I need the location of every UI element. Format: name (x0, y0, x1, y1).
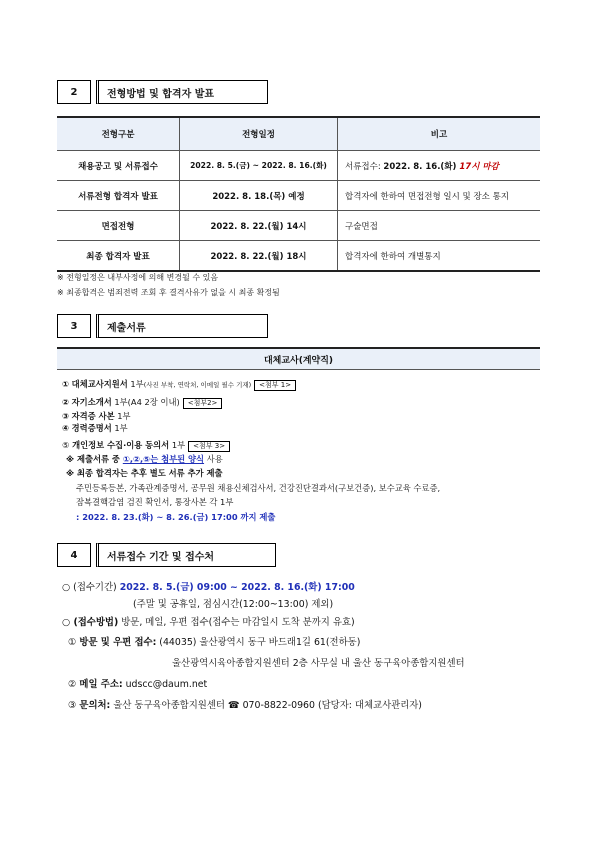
section-title: 서류접수 기간 및 접수처 (96, 543, 276, 567)
section-number: 3 (57, 314, 91, 338)
row-note: 합격자에 한하여 개별통지 (338, 241, 541, 272)
submission-period: ○ (접수기간) 2022. 8. 5.(금) 09:00 ~ 2022. 8. 16.(화) 17:00 (62, 582, 355, 593)
row-date: 2022. 8. 18.(목) 예정 (180, 181, 338, 211)
list-item: ④ 경력증명서 1부 (62, 423, 128, 433)
list-item: ① 대체교사지원서 1부(사진 부착, 연락처, 이메일 필수 기재) <첨부 1> (62, 378, 296, 391)
row-note: 서류접수: 2022. 8. 16.(화) 17시 마감 (338, 151, 541, 181)
column-header: 전형일정 (180, 117, 338, 151)
additional-docs-list: 잠복결핵감염 검진 확인서, 통장사본 각 1부 (76, 497, 234, 507)
section-number: 4 (57, 543, 91, 567)
row-date: 2022. 8. 22.(월) 18시 (180, 241, 338, 272)
submission-deadline: : 2022. 8. 23.(화) ~ 8. 26.(금) 17:00 까지 제출 (76, 512, 276, 522)
row-type: 채용공고 및 서류접수 (57, 151, 180, 181)
attachment-tag: <첨부2> (183, 398, 223, 409)
position-bar: 대체교사(계약직) (57, 347, 540, 370)
schedule-table (57, 116, 540, 272)
section-number: 2 (57, 80, 91, 104)
column-header: 전형구분 (57, 117, 180, 151)
table-row (57, 241, 540, 272)
row-type: 면접전형 (57, 211, 180, 241)
section-2-header (57, 80, 268, 104)
row-date: 2022. 8. 5.(금) ~ 2022. 8. 16.(화) (180, 151, 338, 181)
additional-docs-note: ※ 최종 합격자는 추후 별도 서류 추가 제출 (66, 468, 223, 478)
visit-address-detail: 울산광역시육아종합지원센터 2층 사무실 내 울산 동구육아종합지원센터 (172, 658, 465, 669)
row-type: 최종 합격자 발표 (57, 241, 180, 272)
table-row (57, 151, 540, 181)
table-row (57, 211, 540, 241)
section-4-header (57, 543, 276, 567)
list-item: ② 자기소개서 1부(A4 2장 이내) <첨부2> (62, 396, 222, 409)
contact-info: ③ 문의처: 울산 동구육아종합지원센터 ☎ 070-8822-0960 (담당자: 대체교사관리자) (68, 700, 422, 711)
visit-address: ① 방문 및 우편 접수: (44035) 울산광역시 동구 바드래1길 61(전하동) (68, 637, 361, 648)
mail-address: ② 메일 주소: udscc@daum.net (68, 679, 208, 690)
column-header: 비고 (338, 117, 541, 151)
table-header-row (57, 117, 540, 151)
attachment-tag: <첨부 1> (254, 380, 296, 391)
submission-period-note: (주말 및 공휴일, 점심시간(12:00~13:00) 제외) (133, 599, 334, 610)
list-item: ③ 자격증 사본 1부 (62, 411, 131, 421)
section-title: 제출서류 (96, 314, 268, 338)
row-type: 서류전형 합격자 발표 (57, 181, 180, 211)
list-item: ⑤ 개인정보 수집·이용 동의서 1부 <첨부 3> (62, 439, 230, 452)
table-row (57, 181, 540, 211)
row-note: 합격자에 한하여 면접전형 일시 및 장소 통지 (338, 181, 541, 211)
schedule-note: ※ 전형일정은 내부사정에 의해 변경될 수 있음 (57, 273, 219, 282)
form-note: ※ 제출서류 중 ①,②,⑤는 첨부된 양식 사용 (66, 454, 223, 464)
additional-docs-list: 주민등록등본, 가족관계증명서, 공무원 채용신체검사서, 건강진단결과서(구보건증), 보수교육 수료증, (76, 483, 441, 493)
section-3-header (57, 314, 268, 338)
attachment-tag: <첨부 3> (188, 441, 230, 452)
row-note: 구술면접 (338, 211, 541, 241)
submission-method: ○ (접수방법) 방문, 메일, 우편 접수(접수는 마감일시 도착 분까지 유효) (62, 617, 355, 628)
row-date: 2022. 8. 22.(월) 14시 (180, 211, 338, 241)
schedule-note: ※ 최종합격은 범죄전력 조회 후 결격사유가 없을 시 최종 확정됨 (57, 288, 280, 297)
section-title: 전형방법 및 합격자 발표 (96, 80, 268, 104)
